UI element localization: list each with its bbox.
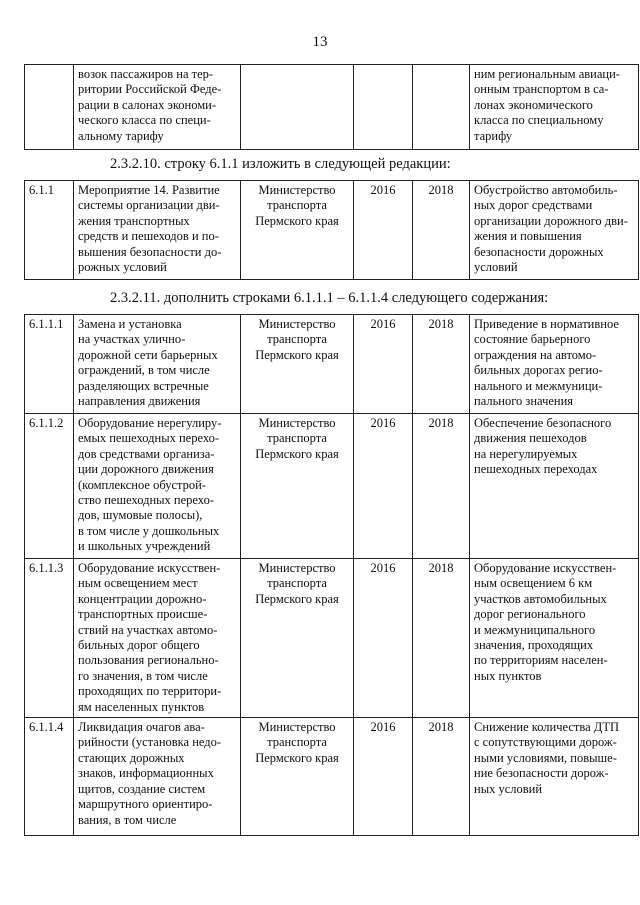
cell-end: 2018 [413,181,470,280]
table-row [25,559,639,718]
cell-num [25,65,74,150]
cell-executor: Министерство транспорта Пермского края [241,414,354,559]
cell-executor: Министерство транспорта Пермского края [241,718,354,836]
cell-start: 2016 [354,718,413,836]
cell-num: 6.1.1.3 [25,559,74,718]
cell-executor: Министерство транспорта Пермского края [241,315,354,414]
cell-result: Обустройство автомобиль- ных дорог средствами организации дорожного дви- жения и повышения безопасности дорожных условий [470,181,639,280]
cell-result: Приведение в нормативное состояние барьерного ограждения на автомо- бильных дорогах регио- нального и межмуници- пального значения [470,315,639,414]
cell-start [354,65,413,150]
cell-name: Мероприятие 14. Развитие системы организации дви- жения транспортных средств и пешеходов и по- вышения безопасности до- рожных условий [74,181,241,280]
cell-start: 2016 [354,181,413,280]
table-6-1-1 [24,180,639,280]
cell-result: Снижение количества ДТП с сопутствующими дорож- ными условиями, повыше- ние безопасности дорож- ных условий [470,718,639,836]
cell-executor: Министерство транспорта Пермского края [241,181,354,280]
cell-name: Ликвидация очагов ава- рийности (установка недо- стающих дорожных знаков, информационных щитов, создание систем маршрутного ориентиро- вания, в том числе [74,718,241,836]
table-row [25,65,639,150]
table-row [25,414,639,559]
cell-num: 6.1.1 [25,181,74,280]
cell-executor: Министерство транспорта Пермского края [241,559,354,718]
table-row [25,718,639,836]
cell-executor [241,65,354,150]
cell-end [413,65,470,150]
continuation-table [24,64,639,150]
cell-end: 2018 [413,414,470,559]
cell-end: 2018 [413,315,470,414]
cell-start: 2016 [354,559,413,718]
cell-num: 6.1.1.4 [25,718,74,836]
cell-name: Оборудование искусствен- ным освещением мест концентрации дорожно- транспортных происше- ствий на участках автомо- бильных дорог общего пользования регионально- го значения, в том числе проходящих по территори- ям населенных пунктов [74,559,241,718]
cell-name: возок пассажиров на тер- ритории Российской Феде- рации в салонах экономи- ческого класса по специ- альному тарифу [74,65,241,150]
cell-result: ним региональным авиаци- онным транспортом в са- лонах экономического класса по специальному тарифу [470,65,639,150]
cell-name: Оборудование нерегулиру- емых пешеходных перехо- дов средствами организа- ции дорожного движения (комплексное обустрой- ство пешеходных перехо- дов, шумовые полосы), в том числе у дошкольных и школьных учреждений [74,414,241,559]
cell-end: 2018 [413,559,470,718]
cell-name: Замена и установка на участках улично- дорожной сети барьерных ограждений, в том числе разделяющих встречные направления движения [74,315,241,414]
cell-end: 2018 [413,718,470,836]
cell-num: 6.1.1.2 [25,414,74,559]
table-row [25,181,639,280]
heading-add-rows: 2.3.2.11. дополнить строками 6.1.1.1 – 6.1.1.4 следующего содержания: [110,290,549,306]
table-6-1-1-subrows [24,314,639,836]
table-row [25,315,639,414]
cell-num: 6.1.1.1 [25,315,74,414]
cell-start: 2016 [354,315,413,414]
heading-amend-6-1-1: 2.3.2.10. строку 6.1.1 изложить в следующей редакции: [110,156,451,172]
cell-result: Оборудование искусствен- ным освещением 6 км участков автомобильных дорог регионального и межмуниципального значения, проходящих по территориям населен- ных пунктов [470,559,639,718]
cell-result: Обеспечение безопасного движения пешеходов на нерегулируемых пешеходных переходах [470,414,639,559]
page-number: 13 [312,34,328,50]
cell-start: 2016 [354,414,413,559]
